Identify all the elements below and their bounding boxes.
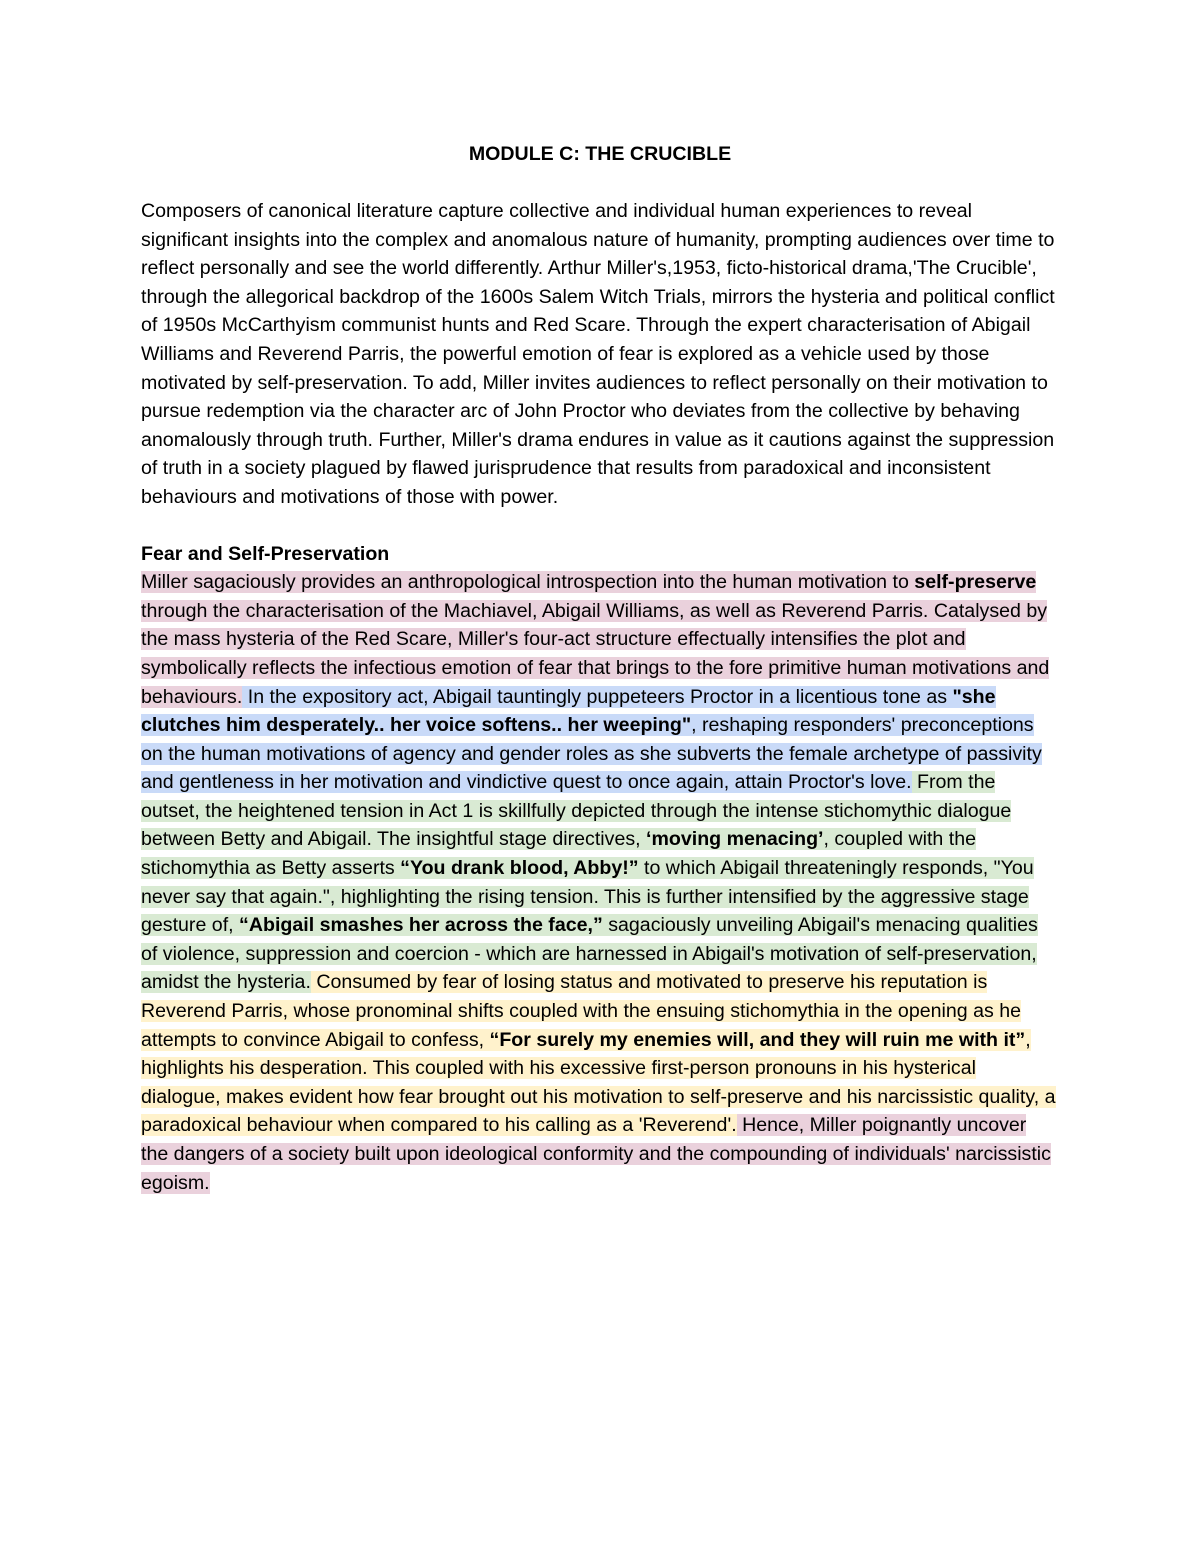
text-run: Consumed by fear of losing status and motivated to preserve his reputation is Reverend Parris, whose pronominal shifts coupled with the ensuing stichomythia in the opening as he attempts to convince Abigail to confess,	[141, 971, 1022, 1051]
document-page	[141, 140, 1059, 1197]
text-run: to which Abigail threateningly responds, "You never say that again.", highlighting the rising tension. This is further intensified by the aggressive stage gesture of,	[141, 857, 1034, 937]
text-run: Miller sagaciously provides an anthropological introspection into the human motivation to	[141, 571, 915, 594]
text-run: , coupled with the stichomythia as Betty asserts	[141, 828, 976, 880]
document-title: MODULE C: THE CRUCIBLE	[468, 143, 732, 165]
highlight-yellow-segment	[141, 971, 1056, 1136]
bold-quote: “Abigail smashes her across the face,”	[239, 914, 603, 937]
text-run: In the expository act, Abigail tauntingly puppeteers Proctor in a licentious tone as	[242, 685, 953, 708]
text-run: From the outset, the heightened tension in Act 1 is skillfully depicted through the intense stichomythic dialogue between Betty and Abigail. The insightful stage directives,	[141, 771, 1012, 851]
intro-paragraph: Composers of canonical literature capture collective and individual human experiences to reveal significant insights into the complex and anomalous nature of humanity, prompting audiences over time to reflect personally and see the world differently. Arthur Miller's,1953, ficto-historical drama,'The Crucible', through the allegorical backdrop of the 1600s Salem Witch Trials, mirrors the hysteria and political conflict of 1950s McCarthyism communist hunts and Red Scare. Through the expert characterisation of Abigail Williams and Reverend Parris, the powerful emotion of fear is explored as a vehicle used by those motivated by self-preservation. To add, Miller invites audiences to reflect personally on their motivation to pursue redemption via the character arc of John Proctor who deviates from the collective by behaving anomalously through truth. Further, Miller's drama endures in value as it cautions against the suppression of truth in a society plagued by flawed jurisprudence that results from paradoxical and inconsistent behaviours and motivations of those with power.	[141, 200, 1055, 508]
bold-quote: self-preserve	[914, 571, 1037, 594]
bold-quote: “For surely my enemies will, and they will ruin me with it”	[489, 1028, 1026, 1051]
text-run: , highlights his desperation. This coupled with his excessive first-person pronouns in his hysterical dialogue, makes evident how fear brought out his motivation to self-preserve and his narcissistic quality, a paradoxical behaviour when compared to his calling as a 'Reverend'.	[141, 1028, 1056, 1137]
text-run: , reshaping responders' preconceptions on the human motivations of agency and gender roles as she subverts the female archetype of passivity and gentleness in her motivation and vindictive quest to once again, attain Proctor's love.	[141, 714, 1042, 794]
highlight-green-segment	[141, 771, 1038, 993]
section-heading: Fear and Self-Preservation	[141, 542, 390, 565]
highlight-blue-segment	[141, 686, 1042, 794]
bold-quote: "she clutches him desperately.. her voice softens.. her weeping"	[141, 685, 996, 737]
bold-quote: “You drank blood, Abby!”	[400, 857, 639, 880]
bold-quote: ‘moving menacing’	[646, 828, 824, 851]
text-run: sagaciously unveiling Abigail's menacing qualities of violence, suppression and coercion - which are harnessed in Abigail's motivation of self-preservation, amidst the hysteria.	[141, 914, 1038, 994]
text-run: through the characterisation of the Machiavel, Abigail Williams, as well as Reverend Parris. Catalysed by the mass hysteria of the Red Scare, Miller's four-act structure effectually intensifies the plot and symbolically reflects the infectious emotion of fear that brings to the fore primitive human motivations and behaviours.	[141, 599, 1050, 708]
highlight-pink-segment-2: Hence, Miller poignantly uncover the dangers of a society built upon ideological conformity and the compounding of individuals' narcissistic egoism.	[141, 1114, 1051, 1194]
body-paragraph	[141, 568, 1059, 1197]
